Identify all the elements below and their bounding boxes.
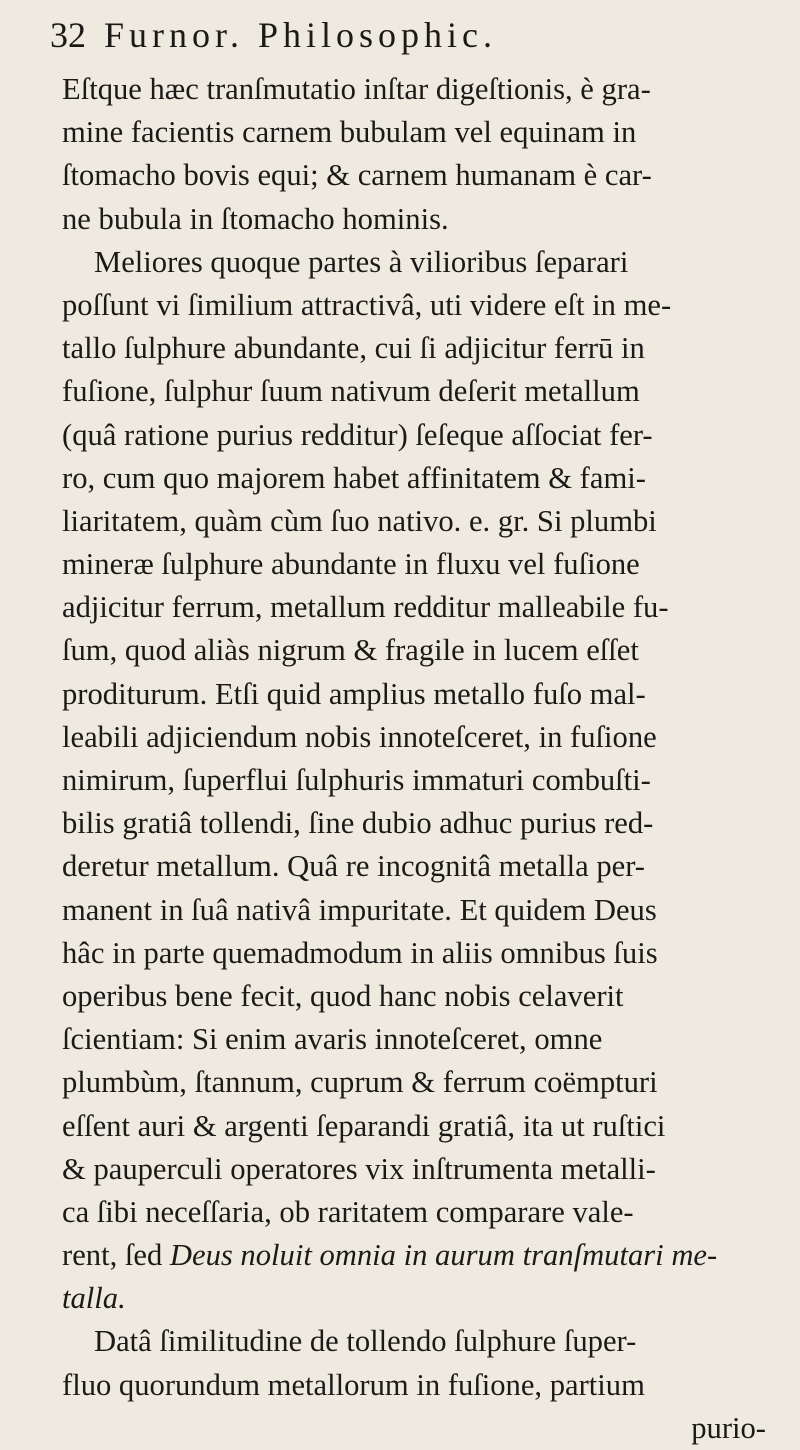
text-line-with-italic xyxy=(62,1234,782,1277)
page-header xyxy=(50,14,770,64)
text-line: operibus bene fecit, quod hanc nobis celaverit xyxy=(62,978,624,1013)
running-title: Furnor. Philosophic. xyxy=(104,15,498,55)
paragraph-start-line: Meliores quoque partes à vilioribus ſeparari xyxy=(94,244,629,279)
text-line: & pauperculi operatores vix inſtrumenta metalli- xyxy=(62,1151,656,1186)
text-line: (quâ ratione purius redditur) ſeſeque aſſociat fer- xyxy=(62,417,653,452)
text-line: mineræ ſulphure abundante in fluxu vel fuſione xyxy=(62,547,640,582)
italic-quote: Deus noluit omnia in aurum tranſmutari me- xyxy=(169,1238,718,1273)
text-line: ro, cum quo majorem habet affinitatem & fami- xyxy=(62,460,646,495)
text-line: Eſtque hæc tranſmutatio inſtar digeſtionis, è gra- xyxy=(62,72,651,106)
text-line: deretur metallum. Quâ re incognitâ metalla per- xyxy=(62,849,645,884)
text-line: ſum, quod aliàs nigrum & fragile in lucem eſſet xyxy=(62,633,639,668)
text-line: ca ſibi neceſſaria, ob raritatem comparare vale- xyxy=(62,1194,634,1229)
paragraph-start-line: Datâ ſimilitudine de tollendo ſulphure ſuper- xyxy=(94,1324,637,1359)
text-line: fuſione, ſulphur ſuum nativum deſerit metallum xyxy=(62,374,640,409)
italic-quote-tail: talla. xyxy=(62,1281,126,1316)
text-line: liaritatem, quàm cùm ſuo nativo. e. gr. Si plumbi xyxy=(62,503,657,538)
text-line: proditurum. Etſi quid amplius metallo fuſo mal- xyxy=(62,676,646,711)
text-line: fluo quorundum metallorum in fuſione, partium xyxy=(62,1367,645,1402)
text-line: poſſunt vi ſimilium attractivâ, uti videre eſt in me- xyxy=(62,287,672,322)
text-line: nimirum, ſuperflui ſulphuris immaturi combuſti- xyxy=(62,763,651,797)
text-line: adjicitur ferrum, metallum redditur malleabile fu- xyxy=(62,590,669,625)
page-number: 32 xyxy=(50,15,86,55)
text-line: plumbùm, ſtannum, cuprum & ferrum coëmpturi xyxy=(62,1065,658,1100)
text-line: ſtomacho bovis equi; & carnem humanam è car- xyxy=(62,158,652,193)
text-body xyxy=(62,68,782,1450)
text-segment: rent, ſed xyxy=(62,1238,163,1273)
text-line: bilis gratiâ tollendi, ſine dubio adhuc purius red- xyxy=(62,806,654,841)
text-line: hâc in parte quemadmodum in aliis omnibus ſuis xyxy=(62,935,658,970)
text-line: tallo ſulphure abundante, cui ſi adjicitur ferrū in xyxy=(62,331,645,366)
text-line: eſſent auri & argenti ſeparandi gratiâ, ita ut ruſtici xyxy=(62,1108,666,1143)
text-line: ſcientiam: Si enim avaris innoteſceret, omne xyxy=(62,1022,603,1057)
catchword: purio- xyxy=(691,1410,766,1445)
text-line: leabili adjiciendum nobis innoteſceret, in fuſione xyxy=(62,719,657,754)
text-line: mine facientis carnem bubulam vel equinam in xyxy=(62,115,637,150)
text-line: manent in ſuâ nativâ impuritate. Et quidem Deus xyxy=(62,892,657,927)
text-line: ne bubula in ſtomacho hominis. xyxy=(62,201,449,236)
